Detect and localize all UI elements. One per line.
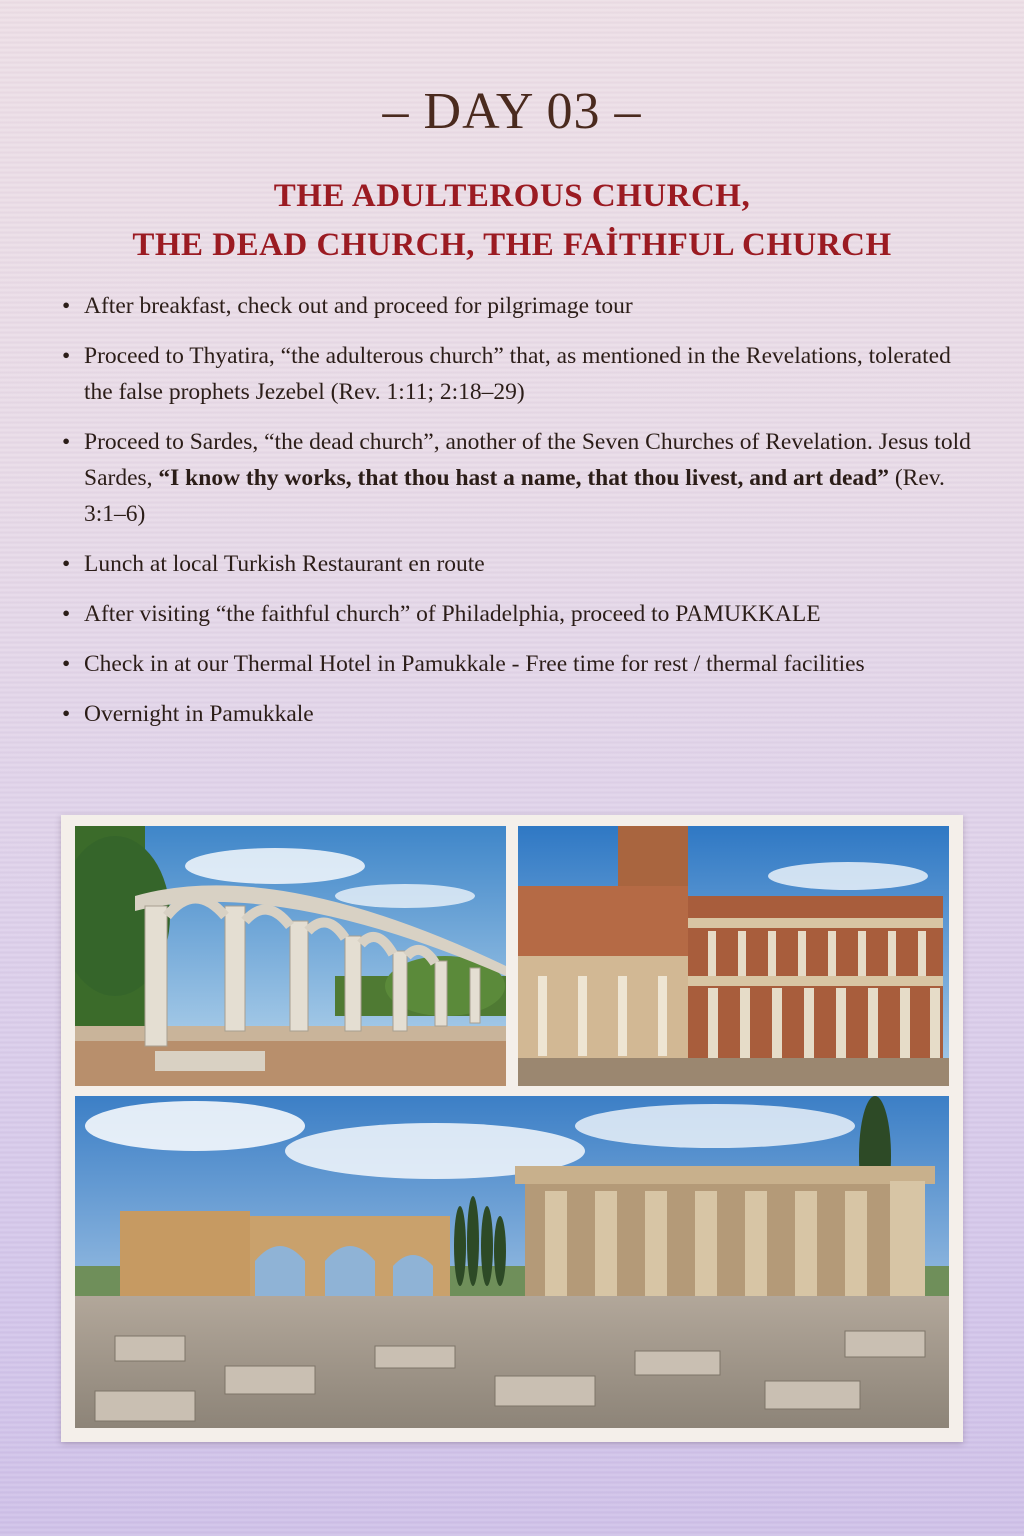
subtitle-line-1: THE ADULTEROUS CHURCH, — [273, 178, 751, 214]
itinerary-item: • After visiting “the faithful church” of Philadelphia, proceed to PAMUKKALE — [62, 596, 972, 632]
itinerary-list — [62, 288, 972, 746]
photo-gymnasium-ruins — [518, 826, 949, 1086]
scripture-quote: “I know thy works, that thou hast a name, that thou livest, and art dead” — [158, 465, 889, 491]
subtitle-line-2: THE DEAD CHURCH, THE FAİTHFUL CHURCH — [132, 227, 892, 263]
day-title: – DAY 03 – — [382, 83, 642, 140]
itinerary-item: • Check in at our Thermal Hotel in Pamukkale - Free time for rest / thermal facilities — [62, 646, 972, 682]
itinerary-text: Proceed to Sardes, “the dead church”, another of the Seven Churches of Revelation. Jesus told Sardes, — [84, 429, 971, 491]
photo-ruined-arches — [75, 826, 506, 1086]
scripture-reference: (Rev. 3:1–6) — [84, 465, 945, 527]
itinerary-item: • After breakfast, check out and proceed for pilgrimage tour — [62, 288, 972, 324]
photo-ancient-street — [75, 1096, 949, 1428]
day-subtitle — [0, 172, 1024, 270]
photo-collage — [61, 815, 963, 1442]
itinerary-item: • Overnight in Pamukkale — [62, 696, 972, 732]
itinerary-item — [62, 424, 972, 532]
itinerary-item: • Proceed to Thyatira, “the adulterous church” that, as mentioned in the Revelations, tolerated the false prophets Jezebel (Rev. 1:11; 2:18–29) — [62, 338, 972, 410]
itinerary-item: • Lunch at local Turkish Restaurant en route — [62, 546, 972, 582]
